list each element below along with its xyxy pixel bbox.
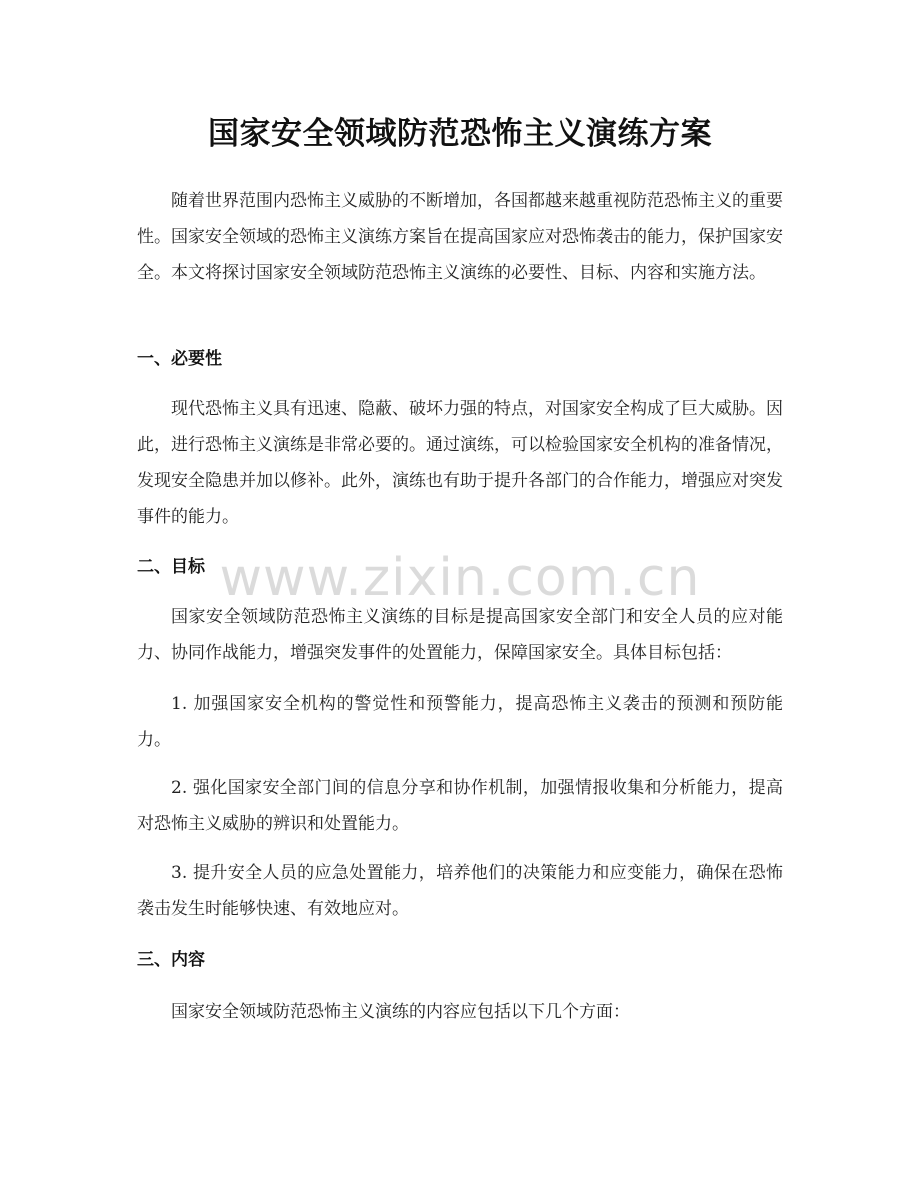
content-paragraph: 国家安全领域防范恐怖主义演练的内容应包括以下几个方面： <box>171 1002 630 1022</box>
goal-item-2: 2. 强化国家安全部门间的信息分享和协作机制，加强情报收集和分析能力，提高对恐怖主义威胁的辨识和处置能力。 <box>137 778 783 834</box>
goal-item-1: 1. 加强国家安全机构的警觉性和预警能力，提高恐怖主义袭击的预测和预防能力。 <box>137 694 783 750</box>
watermark: www.zixin.com.cn <box>219 548 701 608</box>
section-heading-content: 三、内容 <box>137 950 205 970</box>
section-heading-goals: 二、目标 <box>137 557 205 577</box>
page-title: 国家安全领域防范恐怖主义演练方案 <box>208 116 712 152</box>
intro-paragraph: 随着世界范围内恐怖主义威胁的不断增加，各国都越来越重视防范恐怖主义的重要性。国家安全领域的恐怖主义演练方案旨在提高国家应对恐怖袭击的能力，保护国家安全。本文将探讨国家安全领域防范恐怖主义演练的必要性、目标、内容和实施方法。 <box>137 191 783 283</box>
goals-paragraph: 国家安全领域防范恐怖主义演练的目标是提高国家安全部门和安全人员的应对能力、协同作战能力，增强突发事件的处置能力，保障国家安全。具体目标包括： <box>137 607 783 663</box>
goal-item-3: 3. 提升安全人员的应急处置能力，培养他们的决策能力和应变能力，确保在恐怖袭击发生时能够快速、有效地应对。 <box>137 863 783 919</box>
necessity-paragraph: 现代恐怖主义具有迅速、隐蔽、破坏力强的特点，对国家安全构成了巨大威胁。因此，进行恐怖主义演练是非常必要的。通过演练，可以检验国家安全机构的准备情况，发现安全隐患并加以修补。此外，演练也有助于提升各部门的合作能力，增强应对突发事件的能力。 <box>137 399 783 527</box>
section-heading-necessity: 一、必要性 <box>137 349 222 369</box>
